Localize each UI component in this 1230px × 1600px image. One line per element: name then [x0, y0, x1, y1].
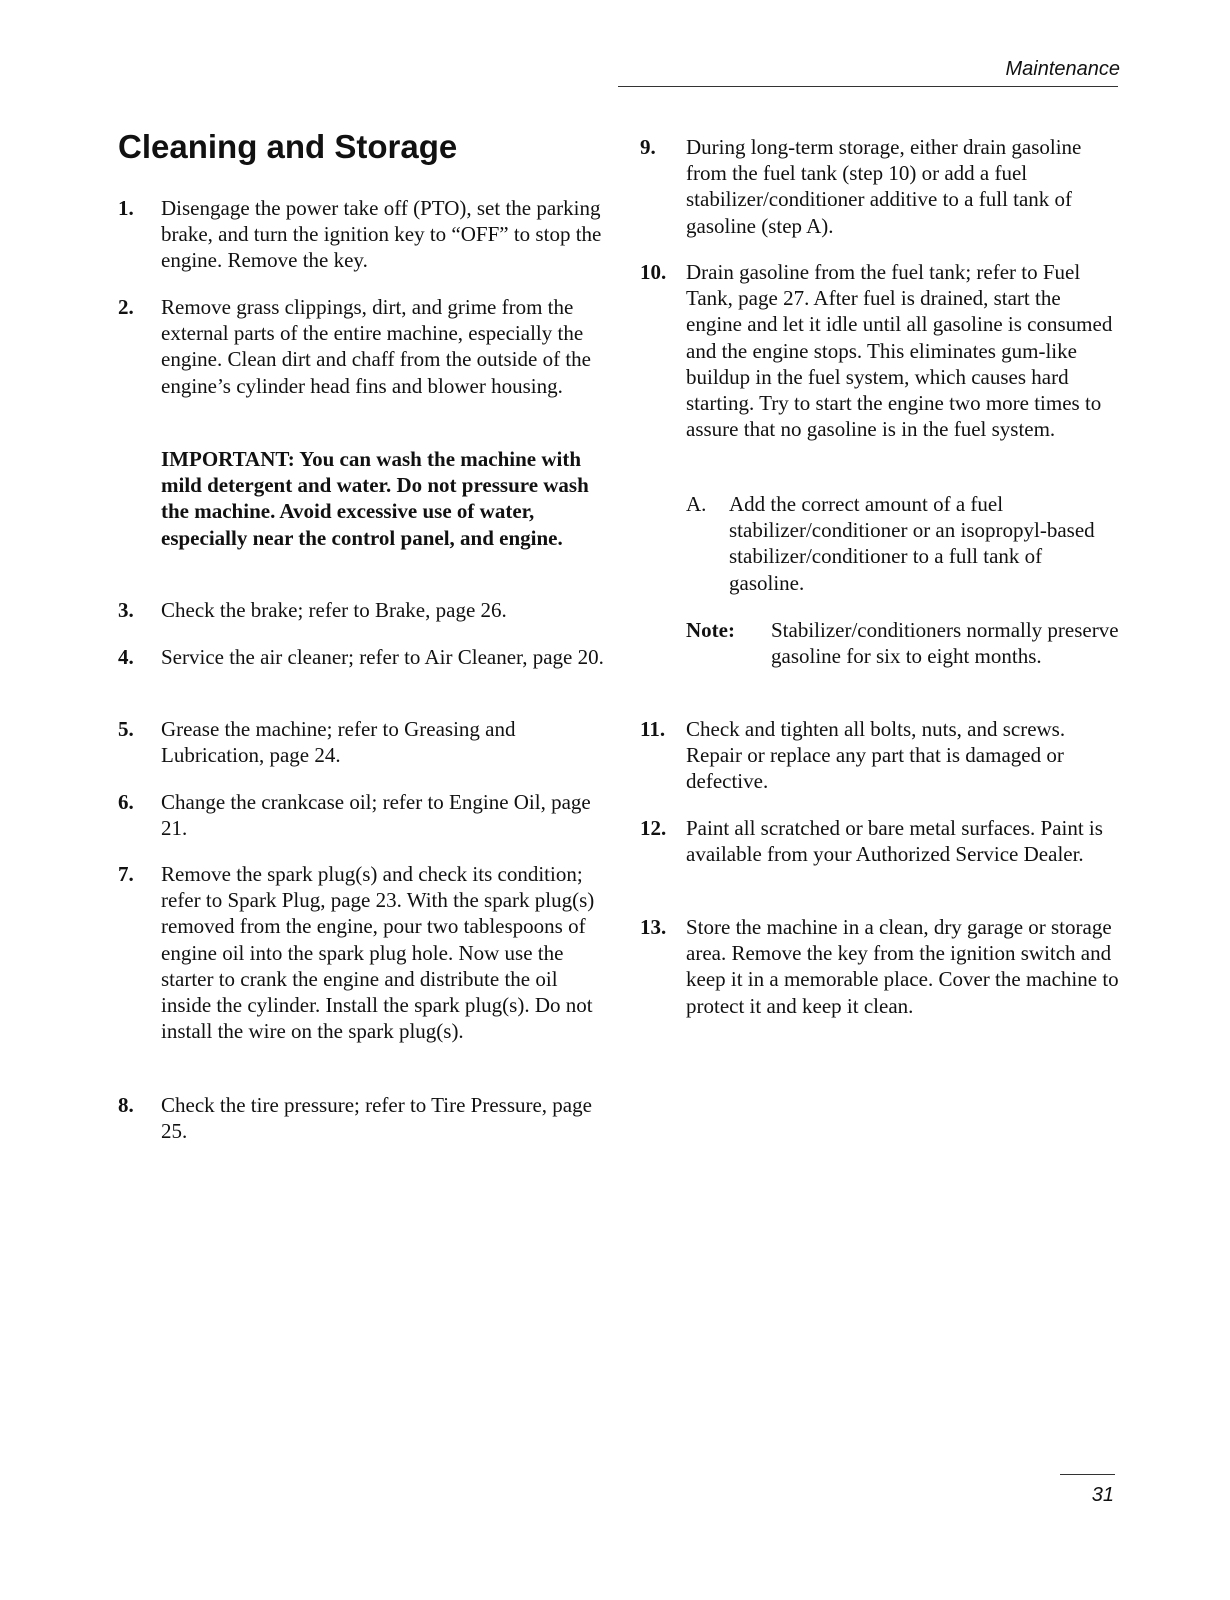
step-13 [640, 914, 1120, 1019]
step-text: Remove the spark plug(s) and check its condition; refer to Spark Plug, page 23. With the spark plug(s) removed from the engine, pour two tablespoons of engine oil into the spark plug hole. Now use the starter to crank the engine and distribute the oil inside the cylinder. Install the spark plug(s). Do not install the wire on the spark plug(s). [161, 862, 595, 1044]
substep-letter: A. [686, 492, 707, 516]
step-number: 6. [118, 790, 134, 814]
step-8 [118, 1092, 608, 1144]
step-text: Change the crankcase oil; refer to Engine Oil, page 21. [161, 790, 591, 841]
important-notice: IMPORTANT: You can wash the machine with mild detergent and water. Do not pressure wash the machine. Avoid excessive use of water, especially near the control panel, and engine. [161, 447, 589, 550]
step-number: 3. [118, 598, 134, 622]
note-text: Stabilizer/conditioners normally preserve gasoline for six to eight months. [771, 618, 1119, 669]
step-number: 11. [640, 717, 666, 741]
step-text: Remove grass clippings, dirt, and grime from the external parts of the entire machine, especially the engine. Clean dirt and chaff from the outside of the engine’s cylinder head fins and blower housing. [161, 295, 591, 398]
header-rule [618, 86, 1118, 87]
step-text: Service the air cleaner; refer to Air Cleaner, page 20. [161, 645, 604, 669]
header-title: Maintenance [1005, 58, 1120, 80]
substep-a [686, 491, 1120, 596]
section-title: Cleaning and Storage [118, 128, 458, 165]
step-text: Grease the machine; refer to Greasing and Lubrication, page 24. [161, 717, 516, 768]
step-number: 5. [118, 717, 134, 741]
step-text: Check the brake; refer to Brake, page 26. [161, 598, 507, 622]
step-7 [118, 861, 608, 1044]
substep-text: Add the correct amount of a fuel stabilizer/conditioner or an isopropyl-based stabilizer/conditioner to a full tank of gasoline. [729, 492, 1095, 595]
footer-rule [1060, 1474, 1115, 1475]
step-4 [118, 644, 608, 670]
step-text: Disengage the power take off (PTO), set the parking brake, and turn the ignition key to “OFF” to stop the engine. Remove the key. [161, 196, 602, 273]
step-number: 7. [118, 862, 134, 886]
step-1 [118, 195, 608, 274]
step-text: Store the machine in a clean, dry garage or storage area. Remove the key from the ignition switch and keep it in a memorable place. Cover the machine to protect it and keep it clean. [686, 915, 1119, 1018]
step-12 [640, 815, 1120, 867]
step-number: 8. [118, 1093, 134, 1117]
step-5 [118, 716, 608, 768]
step-number: 9. [640, 135, 656, 159]
step-number: 1. [118, 196, 134, 220]
step-6 [118, 789, 608, 841]
step-text: Check and tighten all bolts, nuts, and screws. Repair or replace any part that is damaged or defective. [686, 717, 1066, 794]
step-2 [118, 294, 608, 399]
step-number: 10. [640, 260, 667, 284]
step-text: Paint all scratched or bare metal surfaces. Paint is available from your Authorized Service Dealer. [686, 816, 1103, 867]
step-text: During long-term storage, either drain gasoline from the fuel tank (step 10) or add a fuel stabilizer/conditioner additive to a full tank of gasoline (step A). [686, 135, 1082, 238]
step-10 [640, 259, 1120, 442]
step-number: 4. [118, 645, 134, 669]
step-number: 2. [118, 295, 134, 319]
step-text: Check the tire pressure; refer to Tire Pressure, page 25. [161, 1093, 592, 1144]
note-label: Note: [686, 618, 735, 642]
step-text: Drain gasoline from the fuel tank; refer to Fuel Tank, page 27. After fuel is drained, start the engine and let it idle until all gasoline is consumed and the engine stops. This eliminates gum-like buildup in the fuel system, which causes hard starting. Try to start the engine two more times to assure that no gasoline is in the fuel system. [686, 260, 1113, 442]
step-3 [118, 597, 608, 623]
step-number: 12. [640, 816, 667, 840]
step-9 [640, 134, 1120, 239]
page-number: 31 [1091, 1484, 1114, 1506]
note [686, 617, 1120, 669]
step-11 [640, 716, 1120, 795]
step-number: 13. [640, 915, 667, 939]
